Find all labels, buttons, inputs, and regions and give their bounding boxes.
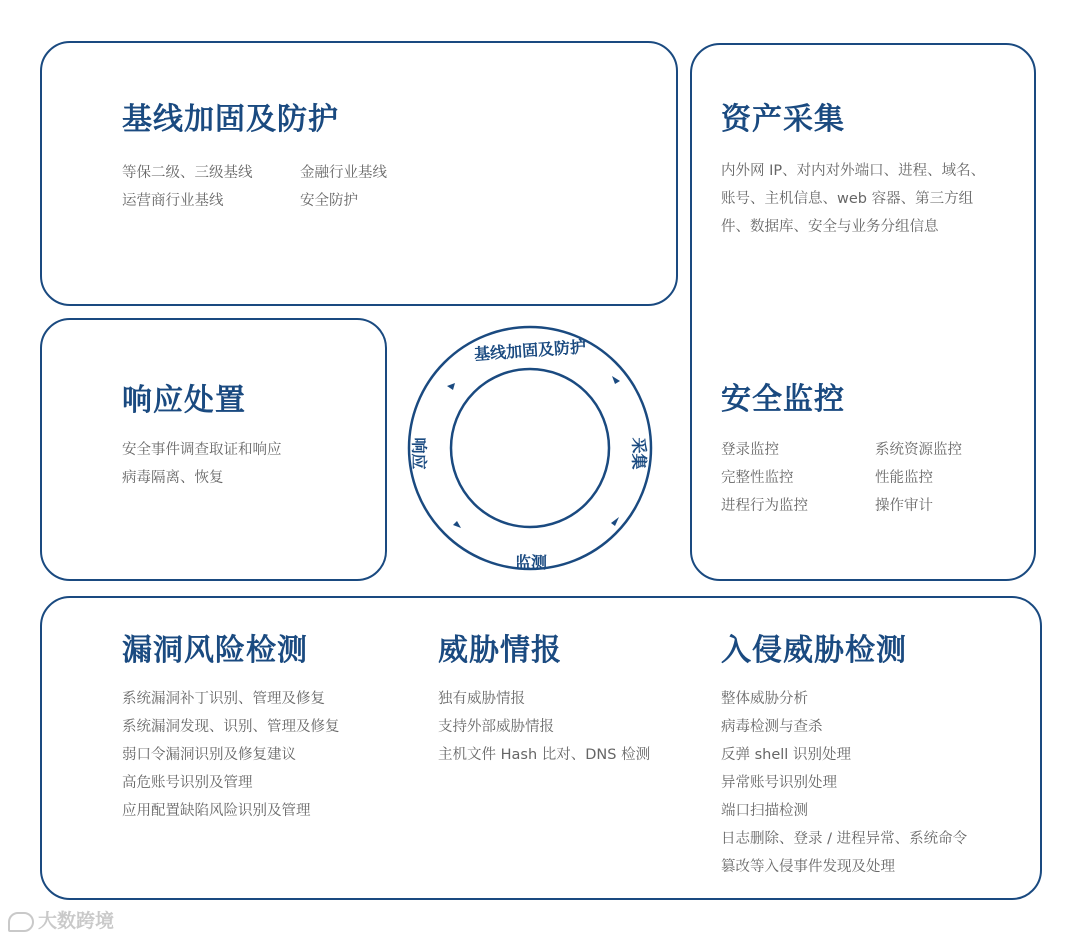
intel-item-3: 主机文件 Hash 比对、DNS 检测 bbox=[438, 747, 651, 763]
baseline-item-3: 运营商行业基线 bbox=[122, 193, 224, 209]
vuln-item-3: 弱口令漏洞识别及修复建议 bbox=[122, 747, 296, 763]
intrusion-item-3: 反弹 shell 识别处理 bbox=[721, 747, 851, 763]
intel-list bbox=[438, 685, 650, 769]
arrow-top-left bbox=[447, 383, 455, 390]
baseline-item-4: 安全防护 bbox=[300, 193, 358, 209]
intrusion-item-1: 整体威胁分析 bbox=[721, 691, 808, 707]
arrow-bottom-right bbox=[611, 517, 619, 526]
vuln-item-4: 高危账号识别及管理 bbox=[122, 775, 253, 791]
asset-title: 资产采集 bbox=[721, 102, 845, 137]
arrow-bottom-left bbox=[453, 521, 461, 528]
baseline-title: 基线加固及防护 bbox=[122, 102, 339, 137]
intel-item-1: 独有威胁情报 bbox=[438, 691, 525, 707]
intrusion-item-5: 端口扫描检测 bbox=[721, 803, 808, 819]
asset-line-1: 内外网 IP、对内对外端口、进程、域名、 bbox=[721, 163, 986, 179]
vuln-item-5: 应用配置缺陷风险识别及管理 bbox=[122, 803, 311, 819]
asset-line-3: 件、数据库、安全与业务分组信息 bbox=[721, 219, 939, 235]
monitor-item-1: 登录监控 bbox=[721, 442, 779, 458]
monitor-item-6: 操作审计 bbox=[875, 498, 933, 514]
response-title: 响应处置 bbox=[122, 383, 246, 418]
monitor-item-5: 进程行为监控 bbox=[721, 498, 808, 514]
intrusion-item-4: 异常账号识别处理 bbox=[721, 775, 837, 791]
watermark bbox=[8, 906, 114, 933]
intel-title: 威胁情报 bbox=[438, 633, 562, 668]
intrusion-item-2: 病毒检测与查杀 bbox=[721, 719, 823, 735]
vuln-item-1: 系统漏洞补丁识别、管理及修复 bbox=[122, 691, 325, 707]
cycle-label-left: 响应 bbox=[409, 437, 429, 470]
ring-outer bbox=[409, 327, 651, 569]
intrusion-title: 入侵威胁检测 bbox=[721, 633, 907, 668]
monitor-item-2: 系统资源监控 bbox=[875, 442, 962, 458]
monitor-item-3: 完整性监控 bbox=[721, 470, 794, 486]
vuln-title: 漏洞风险检测 bbox=[122, 633, 308, 668]
intrusion-item-7: 篡改等入侵事件发现及处理 bbox=[721, 859, 895, 875]
watermark-text: 大数跨境 bbox=[38, 910, 115, 932]
asset-description bbox=[721, 157, 985, 241]
intel-item-2: 支持外部威胁情报 bbox=[438, 719, 554, 735]
asset-line-2: 账号、主机信息、web 容器、第三方组 bbox=[721, 191, 974, 207]
intrusion-item-6: 日志删除、登录 / 进程异常、系统命令 bbox=[721, 831, 968, 847]
vuln-item-2: 系统漏洞发现、识别、管理及修复 bbox=[122, 719, 340, 735]
baseline-item-2: 金融行业基线 bbox=[300, 165, 387, 181]
cycle-label-bottom: 监测 bbox=[515, 553, 548, 572]
monitor-title: 安全监控 bbox=[721, 382, 845, 417]
vuln-list bbox=[122, 685, 340, 825]
watermark-logo-icon bbox=[8, 912, 34, 932]
cycle-label-right: 采集 bbox=[629, 437, 649, 470]
response-item-2: 病毒隔离、恢复 bbox=[122, 470, 224, 486]
intrusion-list bbox=[721, 685, 967, 881]
ring-inner bbox=[451, 369, 609, 527]
arrow-top-right bbox=[612, 376, 620, 384]
cycle-label-top: 基线加固及防护 bbox=[473, 337, 587, 364]
baseline-item-1: 等保二级、三级基线 bbox=[122, 165, 253, 181]
response-item-1: 安全事件调查取证和响应 bbox=[122, 442, 282, 458]
monitor-item-4: 性能监控 bbox=[875, 470, 933, 486]
